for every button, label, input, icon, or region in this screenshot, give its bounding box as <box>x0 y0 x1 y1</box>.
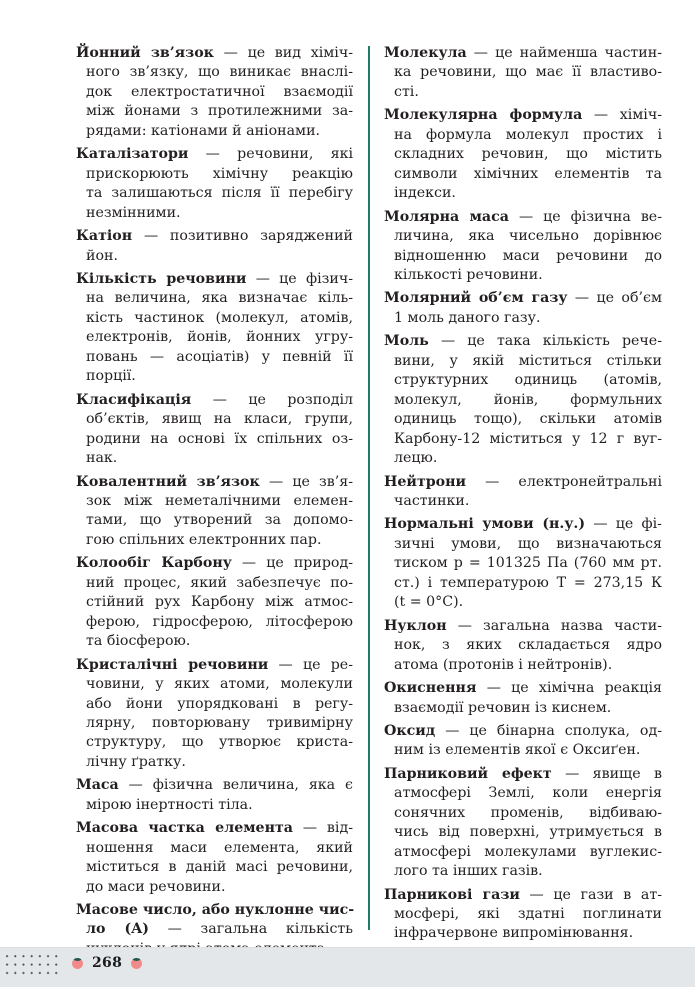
glossary-term: Молярний об’єм газу <box>384 290 568 307</box>
glossary-entry: Кількість речовини — це фізич- на величина, яка визначає кіль- кість частинок (молекул, атомів, електронів, йонів, йонних угру- повань — асоціатів) у певній її порції. <box>76 270 353 385</box>
bullet-dot-icon <box>131 958 142 969</box>
glossary-term: Каталізатори <box>76 146 189 163</box>
glossary-term: Ковалентний зв’язок <box>76 473 260 490</box>
glossary-term: Молярна маса <box>384 208 509 225</box>
glossary-term: Нуклон <box>384 617 447 634</box>
glossary-term: Парниковий ефект <box>384 765 552 782</box>
glossary-entry: Кристалічні речовини — це ре- човини, у яких атоми, молекули або йони упорядковані в регу- лярну, повторювану тривимірну структуру, що утворює криста- лічну ґратку. <box>76 656 353 770</box>
glossary-column-left <box>76 44 353 963</box>
glossary-term: Молекула <box>384 45 467 61</box>
glossary-term: Кількість речовини <box>76 270 247 287</box>
glossary-term-continued: ло (A) <box>86 921 149 938</box>
page-number-group <box>72 951 142 975</box>
glossary-entry: Моль — це така кількість рече- вини, у якій міститься стільки структурних одиниць (атомів, молекул, йонів, формульних одиниць тощо), скільки атомів Карбону-12 міститься у 12 г вуг- лецю. <box>384 333 662 467</box>
page-footer <box>0 947 695 987</box>
glossary-term: Моль <box>384 333 429 350</box>
glossary-entry: Маса — фізична величина, яка є мірою інертності тіла. <box>76 777 353 813</box>
glossary-entry: Молярний об’єм газу — це об’єм 1 моль даного газу. <box>384 290 662 326</box>
glossary-entry: Каталізатори — речовини, які прискорюють хімічну реакцію та залишаються після її перебігу незмінними. <box>76 146 353 221</box>
glossary-term: Оксид <box>384 722 436 739</box>
glossary-entry: Нуклон — загальна назва части- нок, з яких складається ядро атома (протонів і нейтронів). <box>384 617 662 673</box>
glossary-term: Класифікація <box>76 391 192 408</box>
glossary-entry: Нормальні умови (н.у.) — це фі- зичні умови, що визначаються тиском p = 101325 Па (760 мм рт. ст.) і температурою T = 273,15 К (t = 0°C). <box>384 516 662 611</box>
glossary-entry: Катіон — позитивно заряджений йон. <box>76 228 353 264</box>
glossary-term: Окиснення <box>384 680 477 697</box>
glossary-entry: Молекула — це найменша частин- ка речовини, що має її властиво- сті. <box>384 45 662 100</box>
glossary-entry: Оксид — це бінарна сполука, од- ним із елементів якої є Оксиґен. <box>384 722 662 759</box>
glossary-term: Молекулярна формула <box>384 107 583 124</box>
glossary-term: Колообіг Карбону <box>76 555 232 572</box>
glossary-term: Нейтрони <box>384 473 467 490</box>
glossary-term: Йонний зв’язок <box>76 45 214 61</box>
glossary-entry: Колообіг Карбону — це природ- ний процес, який забезпечує по- стійний рух Карбону між атмос- ферою, гідросферою, літосферою та біосферою. <box>76 555 353 650</box>
glossary-term: Масове число, або нуклонне чис- <box>76 902 355 919</box>
glossary-entry: Парникові гази — це гази в ат- мосфері, які здатні поглинати інфрачервоне випромінювання. <box>384 886 663 942</box>
glossary-entry: Молекулярна формула — хіміч- на формула молекул простих і складних речовин, що містить символи хімічних елементів та індекси. <box>384 107 662 202</box>
glossary-entry: Парниковий ефект — явище в атмосфері Землі, коли енергія сонячних променів, відбиваю- чись від поверхні, утримується в атмосфері молекулами вуглекис- лого та інших газів. <box>384 765 662 880</box>
glossary-term: Парникові гази <box>384 886 520 903</box>
glossary-entry: Масове число, або нуклонне чис- ло (A) — загальна кількість <box>76 902 355 938</box>
glossary-entry: Масова частка елемента — від- ношення маси елемента, який міститься в даній масі речовини, до маси речовини. <box>76 820 353 895</box>
glossary-term: Масова частка елемента <box>76 820 293 837</box>
glossary-term: Катіон <box>76 228 133 245</box>
glossary-entry: Нейтрони — електронейтральні частинки. <box>384 473 662 509</box>
glossary-column-right <box>384 44 662 971</box>
glossary-entry: Ковалентний зв’язок — це зв’я- зок між неметалічними елемен- тами, що утворений за допомо- гою спільних електронних пар. <box>76 473 353 548</box>
glossary-term: Маса <box>76 777 119 794</box>
glossary-entry: Класифікація — це розподіл об’єктів, явищ на класи, групи, родини на основі їх спільних оз- нак. <box>76 391 353 467</box>
glossary-term: Нормальні умови (н.у.) <box>384 516 586 533</box>
glossary-entry: Йонний зв’язок — це вид хіміч- ного зв’язку, що виникає внаслі- док електростатичної взаємодії між йонами з протилежними за- рядами: катіонами й аніонами. <box>76 45 353 139</box>
glossary-entry: Окиснення — це хімічна реакція взаємодії речовин із киснем. <box>384 680 662 716</box>
column-divider <box>368 46 370 930</box>
glossary-term: Кристалічні речовини <box>76 656 269 673</box>
page-number: 268 <box>92 955 123 971</box>
dot-pattern-decoration <box>3 952 61 980</box>
bullet-dot-icon <box>72 958 83 969</box>
glossary-entry: Молярна маса — це фізична ве- личина, яка чисельно дорівнює відношенню маси речовини до кількості речовини. <box>384 208 662 283</box>
